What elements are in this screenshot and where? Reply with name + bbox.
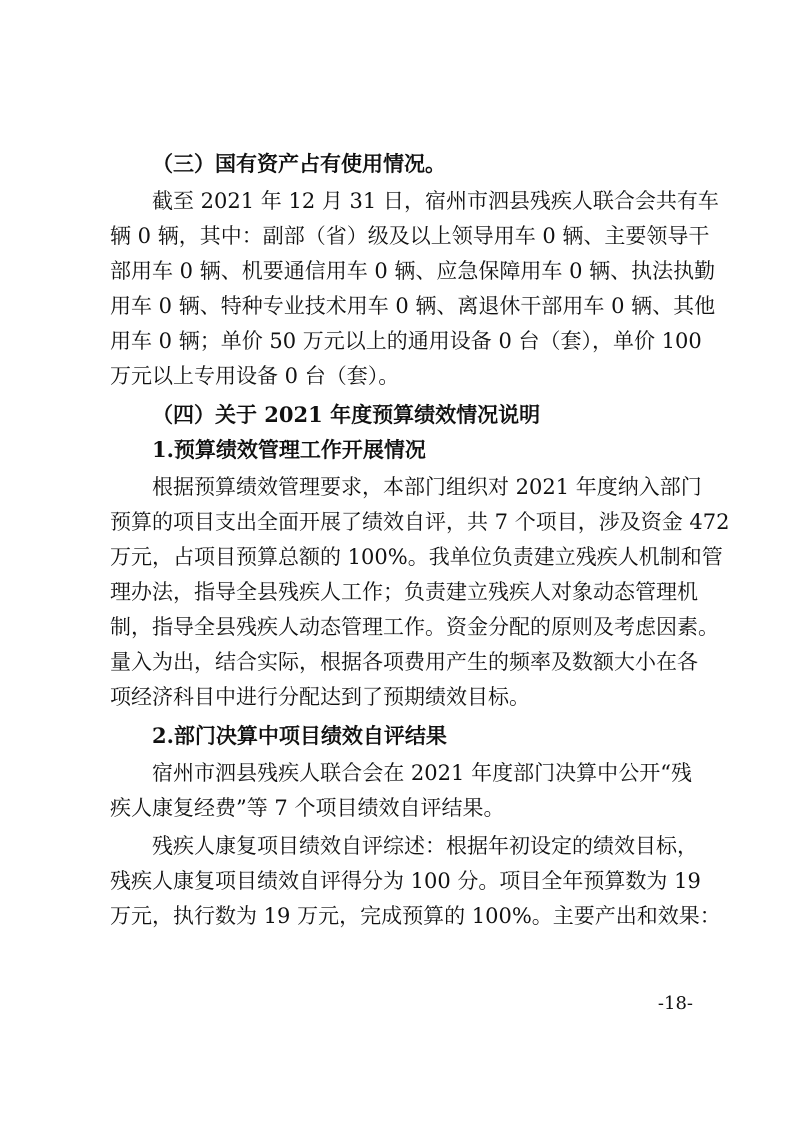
paragraph-self-evaluation-intro [110,756,692,826]
text-line: 疾人康复经费”等 7 个项目绩效自评结果。 [110,796,505,820]
text-line: 辆 0 辆，其中：副部（省）级及以上领导用车 0 辆、主要领导干 [110,224,710,248]
text-line: 宿州市泗县残疾人联合会在 2021 年度部门决算中公开“残 [152,761,692,785]
text-line: 预算的项目支出全面开展了绩效自评，共 7 个项目，涉及资金 472 [110,510,730,534]
document-body [110,146,730,934]
text-line: 万元，执行数为 19 万元，完成预算的 100%。主要产出和效果： [110,904,721,928]
subheading-performance-management: 1.预算绩效管理工作开展情况 [152,437,426,462]
text-line: 截至 2021 年 12 月 31 日，宿州市泗县残疾人联合会共有车 [152,189,719,213]
text-line: 用车 0 辆；单价 50 万元以上的通用设备 0 台（套），单价 100 [110,329,702,353]
text-line: 万元以上专用设备 0 台（套）。 [110,364,400,388]
text-line: 残疾人康复项目绩效自评得分为 100 分。项目全年预算数为 19 [110,869,701,893]
text-line: 万元，占项目预算总额的 100%。我单位负责建立残疾人机制和管 [110,545,723,569]
text-line: 部用车 0 辆、机要通信用车 0 辆、应急保障用车 0 辆、执法执勤 [110,259,716,283]
subheading-self-evaluation-results: 2.部门决算中项目绩效自评结果 [152,723,447,748]
section-heading-performance: （四）关于 2021 年度预算绩效情况说明 [152,402,541,427]
text-line: 项经济科目中进行分配达到了预期绩效目标。 [110,685,530,709]
text-line: 用车 0 辆、特种专业技术用车 0 辆、离退休干部用车 0 辆、其他 [110,294,716,318]
paragraph-assets [110,184,719,394]
text-line: 量入为出，结合实际，根据各项费用产生的频率及数额大小在各 [110,650,698,674]
page-number: -18- [657,993,693,1014]
section-heading-assets: （三）国有资产占有使用情况。 [152,151,446,176]
text-line: 理办法，指导全县残疾人工作；负责建立残疾人对象动态管理机 [110,580,698,604]
paragraph-rehabilitation-summary [110,829,721,934]
paragraph-performance-management [110,470,730,715]
text-line: 残疾人康复项目绩效自评综述：根据年初设定的绩效目标， [152,834,698,858]
text-line: 根据预算绩效管理要求，本部门组织对 2021 年度纳入部门 [152,475,702,499]
text-line: 制，指导全县残疾人动态管理工作。资金分配的原则及考虑因素。 [110,615,719,639]
